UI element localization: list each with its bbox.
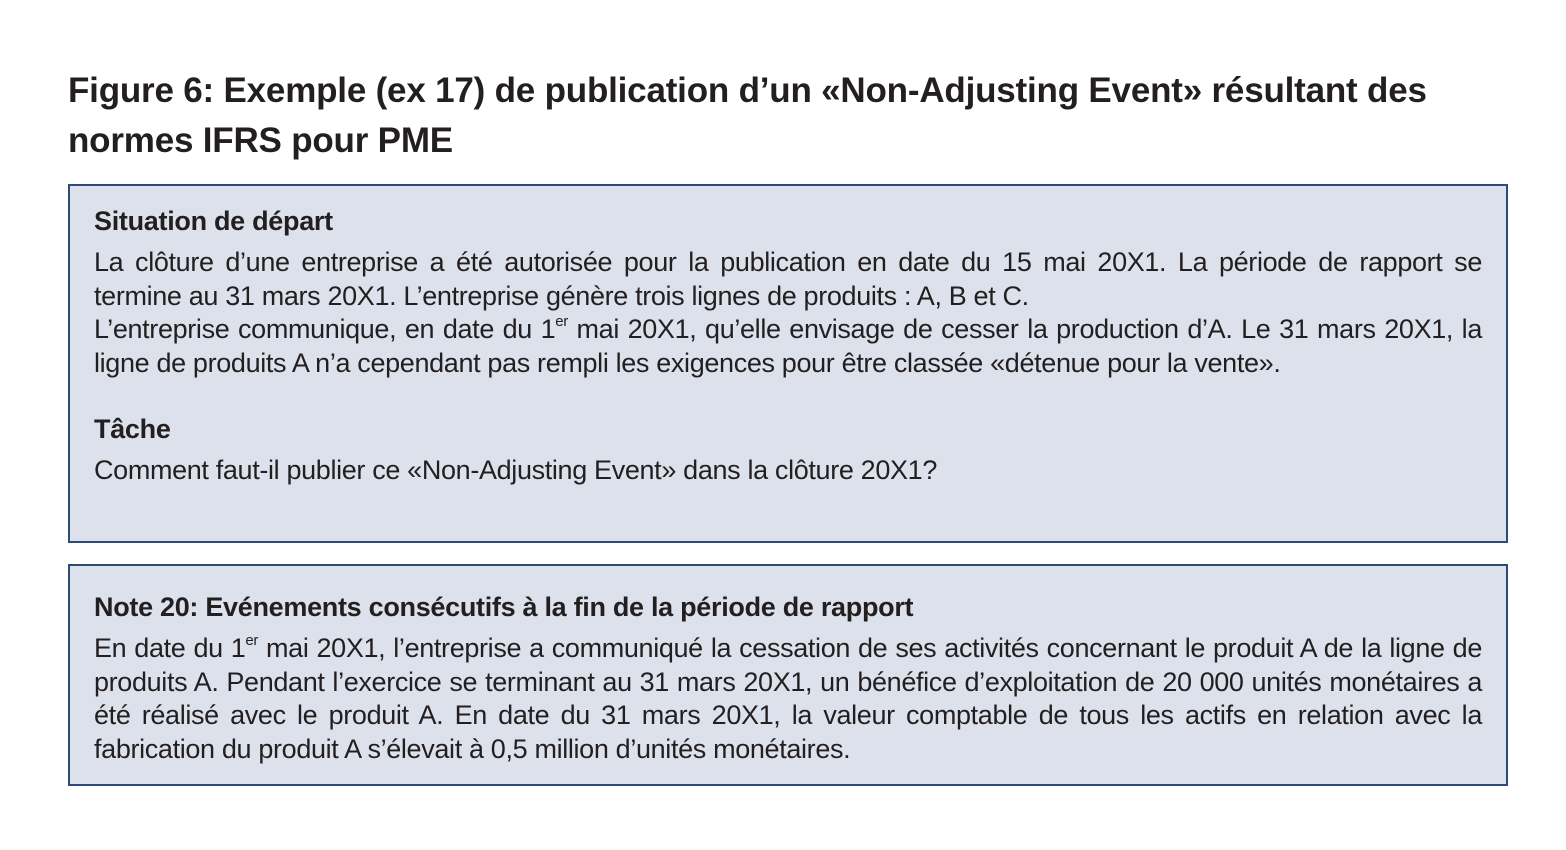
example-situation-box: [68, 184, 1508, 543]
note-20-box: [68, 564, 1508, 786]
note-text: [94, 632, 1482, 766]
situation-paragraph-1: La clôture d’une entreprise a été autorisée pour la publication en date du 15 mai 20X1. La période de rapport se termine au 31 mars 20X1. L’entreprise génère trois lignes de produits : A, B et C.: [94, 247, 1482, 311]
situation-p2-start: L’entreprise communique, en date du 1: [94, 314, 556, 344]
note-heading: Note 20: Evénements consécutifs à la fin de la période de rapport: [94, 592, 914, 622]
note-end: mai 20X1, l’entreprise a communiqué la cessation de ses activités concernant le produit A de la ligne de produits A. Pendant l’exercice se terminant au 31 mars 20X1, un bénéfice d’exploitation de 20 000 unités monétaires a été réalisé avec le produit A. En date du 31 mars 20X1, la valeur comptable de tous les actifs en relation avec la fabrication du produit A s’élevait à 0,5 million d’unités monétaires.: [94, 633, 1482, 764]
task-text: [94, 454, 1482, 488]
note-start: En date du 1: [94, 633, 246, 663]
ordinal-superscript: er: [245, 632, 259, 649]
situation-p2-end: mai 20X1, qu’elle envisage de cesser la production d’A. Le 31 mars 20X1, la ligne de produits A n’a cependant pas rempli les exigences pour être classée «détenue pour la vente».: [94, 314, 1483, 378]
situation-paragraph-2: [94, 313, 1482, 380]
figure-title: Figure 6: Exemple (ex 17) de publication d’un «Non-Adjusting Event» résultant des normes IFRS pour PME: [68, 71, 1427, 160]
task-question: Comment faut-il publier ce «Non-Adjusting Event» dans la clôture 20X1?: [94, 455, 937, 485]
situation-heading: Situation de départ: [94, 206, 333, 236]
note-paragraph: [94, 632, 1482, 766]
task-heading: Tâche: [94, 414, 171, 444]
ordinal-superscript: er: [555, 313, 568, 330]
situation-text: [94, 246, 1482, 380]
